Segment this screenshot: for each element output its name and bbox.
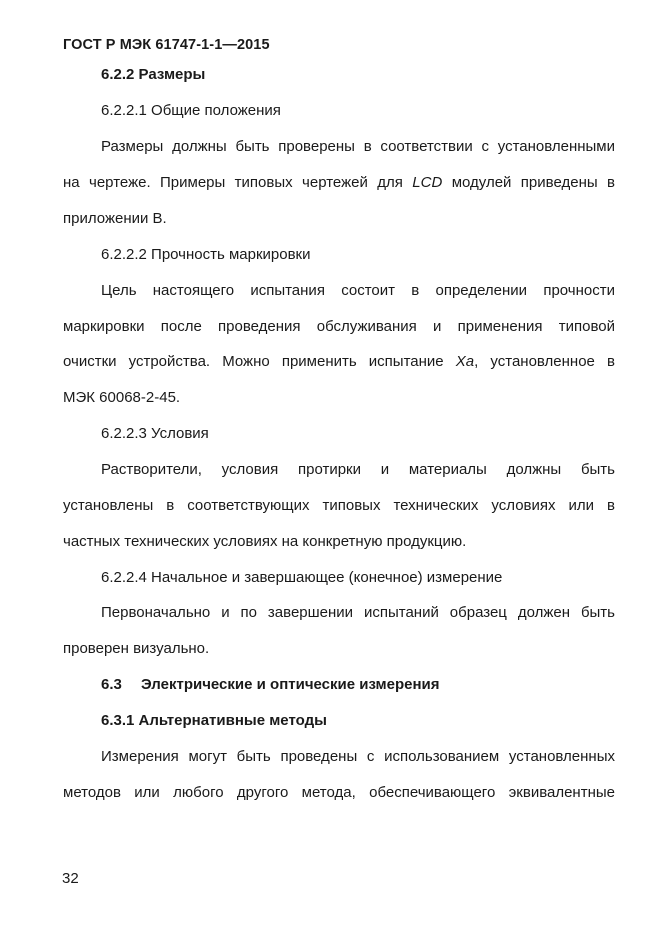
heading-6-3-1: 6.3.1 Альтернативные методы bbox=[101, 712, 327, 729]
standard-header: ГОСТ Р МЭК 61747-1-1—2015 bbox=[63, 37, 270, 53]
italic-term: Xa bbox=[455, 353, 475, 370]
section-number: 6.3 bbox=[101, 676, 122, 693]
paragraph-line: Цель настоящего испытания состоит в определении прочности bbox=[101, 282, 615, 299]
paragraph-line: частных технических условиях на конкретную продукцию. bbox=[63, 533, 467, 550]
paragraph-line: МЭК 60068-2-45. bbox=[63, 389, 181, 406]
italic-term: LCD bbox=[412, 174, 443, 191]
paragraph-line: проверен визуально. bbox=[63, 640, 210, 657]
text-run: модулей приведены в bbox=[442, 174, 615, 191]
paragraph-line: приложении В. bbox=[63, 210, 167, 227]
paragraph-line: Первоначально и по завершении испытаний образец должен быть bbox=[101, 604, 615, 621]
paragraph-line: установлены в соответствующих типовых технических условиях или в bbox=[63, 497, 615, 514]
paragraph-line bbox=[63, 353, 615, 371]
paragraph-line: Растворители, условия протирки и материалы должны быть bbox=[101, 461, 615, 478]
paragraph-line: Размеры должны быть проверены в соответствии с установленными bbox=[101, 138, 615, 155]
heading-6-2-2-3: 6.2.2.3 Условия bbox=[101, 425, 209, 442]
paragraph-line: Измерения могут быть проведены с использованием установленных bbox=[101, 748, 615, 765]
heading-6-2-2: 6.2.2 Размеры bbox=[101, 66, 206, 83]
text-run: очистки устройства. Можно применить испытание bbox=[63, 353, 456, 370]
heading-6-3 bbox=[101, 676, 440, 694]
paragraph-line: маркировки после проведения обслуживания и применения типовой bbox=[63, 318, 615, 335]
heading-6-2-2-4: 6.2.2.4 Начальное и завершающее (конечное) измерение bbox=[101, 569, 503, 586]
page-number: 32 bbox=[62, 870, 79, 887]
section-title: Электрические и оптические измерения bbox=[141, 676, 440, 693]
paragraph-line: методов или любого другого метода, обеспечивающего эквивалентные bbox=[63, 784, 615, 801]
heading-6-2-2-1: 6.2.2.1 Общие положения bbox=[101, 102, 281, 119]
heading-6-2-2-2: 6.2.2.2 Прочность маркировки bbox=[101, 246, 311, 263]
text-run: на чертеже. Примеры типовых чертежей для bbox=[63, 174, 413, 191]
paragraph-line bbox=[63, 174, 615, 192]
text-run: , установленное в bbox=[474, 353, 615, 370]
